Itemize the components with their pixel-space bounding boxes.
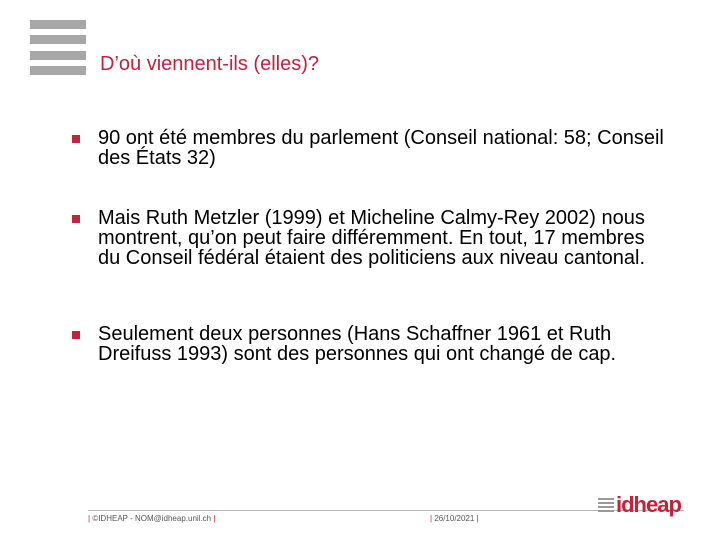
footer-separator: | — [476, 514, 479, 523]
footer-divider — [88, 510, 684, 511]
bullet-text: Mais Ruth Metzler (1999) et Micheline Calmy-Rey 2002) nous montrent, qu’on peut faire différemment. En tout, 17 membres du Conseil fédéral étaient des politiciens aux niveau cantonal. — [98, 207, 646, 269]
bullet-item — [70, 324, 680, 364]
square-bullet-icon — [72, 215, 80, 223]
slide-title: D’où viennent-ils (elles)? — [100, 53, 319, 75]
bullet-item — [70, 128, 680, 168]
footer-contact-text: ©IDHEAP - NOM@idheap.unil.ch — [92, 514, 212, 523]
bullet-text: 90 ont été membres du parlement (Conseil national: 58; Conseil des États 32) — [98, 127, 664, 169]
square-bullet-icon — [72, 135, 80, 143]
footer-contact — [88, 514, 215, 523]
footer-date-text: 26/10/2021 — [434, 514, 475, 523]
bullet-text: Seulement deux personnes (Hans Schaffner 1961 et Ruth Dreifuss 1993) sont des personnes qui ont changé de cap. — [98, 323, 617, 365]
brand-wordmark: idheap — [616, 492, 681, 517]
footer-separator: | — [430, 514, 433, 523]
footer-separator: | — [213, 514, 216, 523]
footer-date — [430, 514, 479, 523]
footer-separator: | — [88, 514, 91, 523]
bullet-item — [70, 208, 680, 268]
square-bullet-icon — [72, 331, 80, 339]
logo-lines-icon — [598, 498, 614, 514]
idheap-logo — [598, 492, 688, 522]
